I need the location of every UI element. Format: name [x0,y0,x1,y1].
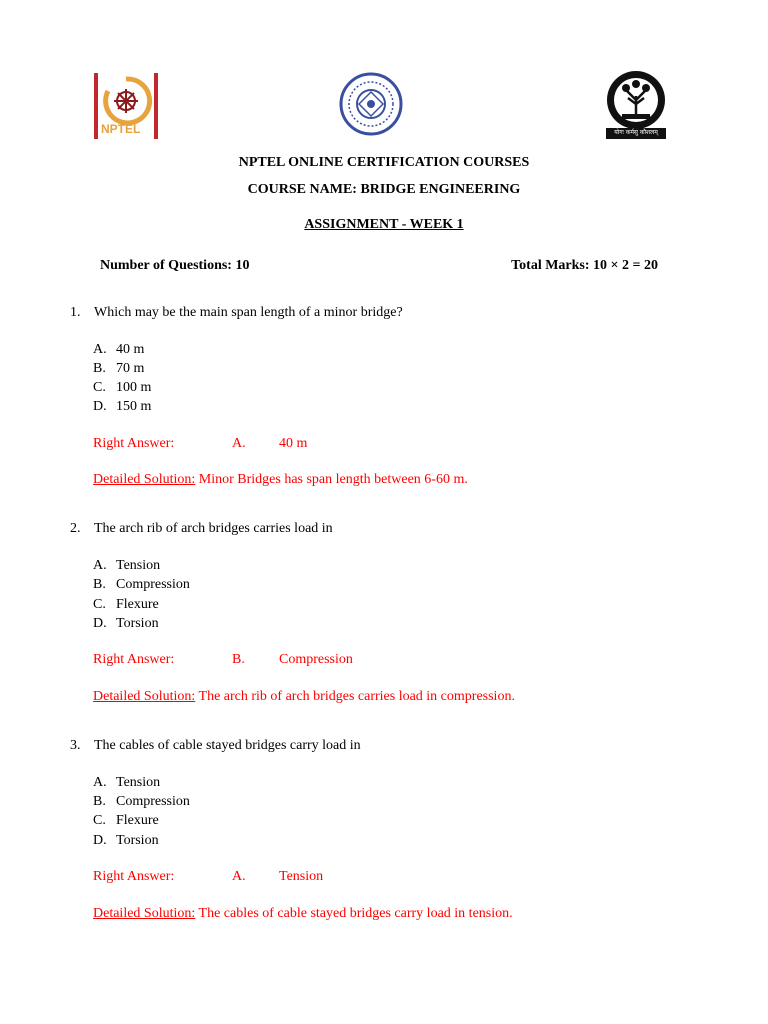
option-letter: A. [93,558,107,573]
assignment-title: ASSIGNMENT - WEEK 1 [304,217,464,232]
course-name: COURSE NAME: BRIDGE ENGINEERING [247,182,521,197]
total-marks: Total Marks: 10 × 2 = 20 [511,258,658,273]
option-a [93,558,160,574]
option-a [93,342,144,358]
option-b [93,361,144,377]
right-answer-label: Right Answer: [93,436,175,451]
option-c [93,813,159,829]
detailed-solution-text: The cables of cable stayed bridges carry load in tension. [198,906,513,921]
question-number: 1. [70,305,81,320]
iit-madras-emblem [337,70,405,138]
nptel-logo-text: NPTEL [101,122,141,136]
option-d [93,616,159,632]
right-answer-text: Compression [279,652,353,667]
option-letter: C. [93,813,106,828]
detailed-solution-label: Detailed Solution: [93,472,196,487]
option-text: Compression [116,794,190,809]
option-letter: B. [93,794,106,809]
option-letter: C. [93,380,106,395]
option-text: Tension [116,775,161,790]
option-text: Torsion [116,833,159,848]
question-text: The arch rib of arch bridges carries load in [94,521,333,536]
option-letter: D. [93,616,107,631]
option-text: 40 m [116,342,145,357]
iit-kharagpur-motto: योगः कर्मसु कौशलम् [614,129,658,136]
detailed-solution [93,689,515,705]
question-number: 2. [70,521,81,536]
right-answer-label: Right Answer: [93,869,175,884]
option-letter: D. [93,399,107,414]
detailed-solution [93,472,468,488]
option-text: Flexure [116,813,159,828]
option-text: Torsion [116,616,159,631]
right-answer-letter: A. [232,436,246,451]
detailed-solution-label: Detailed Solution: [93,906,196,921]
iit-kharagpur-emblem [602,70,670,140]
option-text: 70 m [116,361,145,376]
option-letter: B. [93,577,106,592]
question-text: The cables of cable stayed bridges carry load in [94,738,361,753]
right-answer-text: Tension [279,869,324,884]
option-text: Compression [116,577,190,592]
option-text: Flexure [116,597,159,612]
option-b [93,794,190,810]
detailed-solution-text: Minor Bridges has span length between 6-60 m. [198,472,468,487]
right-answer-text: 40 m [279,436,308,451]
question-number: 3. [70,738,81,753]
option-text: 100 m [116,380,152,395]
header-line-1: NPTEL ONLINE CERTIFICATION COURSES [238,155,530,170]
right-answer-letter: A. [232,869,246,884]
option-d [93,399,151,415]
option-letter: A. [93,775,107,790]
detailed-solution-label: Detailed Solution: [93,689,196,704]
option-letter: C. [93,597,106,612]
detailed-solution-text: The arch rib of arch bridges carries load in compression. [198,689,515,704]
question-text: Which may be the main span length of a minor bridge? [94,305,403,320]
option-letter: D. [93,833,107,848]
right-answer-letter: B. [232,652,245,667]
option-d [93,833,159,849]
option-letter: B. [93,361,106,376]
option-text: 150 m [116,399,152,414]
option-a [93,775,160,791]
right-answer-label: Right Answer: [93,652,175,667]
option-c [93,597,159,613]
option-c [93,380,151,396]
option-text: Tension [116,558,161,573]
option-letter: A. [93,342,107,357]
option-b [93,577,190,593]
number-of-questions: Number of Questions: 10 [100,258,250,273]
nptel-logo [92,73,162,139]
detailed-solution [93,906,513,922]
